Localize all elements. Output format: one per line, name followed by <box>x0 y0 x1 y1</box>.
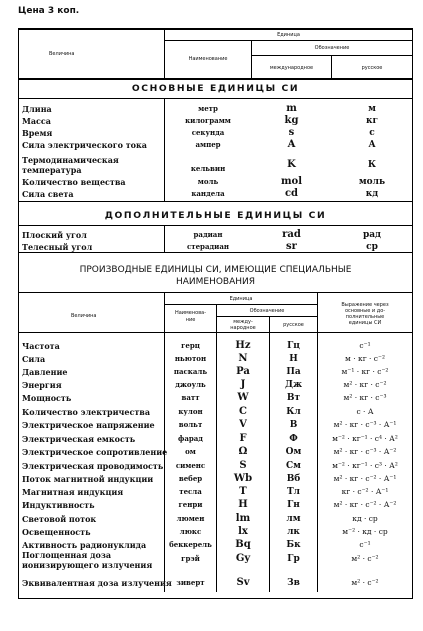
derived-header-designation: Обозначение <box>249 308 285 314</box>
derived-row-rus: Вб <box>286 474 301 484</box>
derived-row-name: ом <box>185 447 196 456</box>
derived-header-rule-2 <box>216 316 317 317</box>
base-row-name: килограмм <box>185 116 231 125</box>
derived-row-intl: S <box>239 460 247 471</box>
base-row-rus: кг <box>365 116 378 126</box>
header-bottom-rule <box>19 78 412 80</box>
derived-row-intl: J <box>240 379 246 390</box>
supp-row-name: стерадиан <box>187 242 229 251</box>
derived-header-name-2: ние <box>185 317 196 323</box>
derived-row-rus: Бк <box>286 540 301 550</box>
derived-header-intl-1: между- <box>233 319 253 325</box>
derived-row-expr: м² · кг · с⁻³ · А⁻¹ <box>333 420 397 429</box>
base-row-intl: A <box>287 139 296 150</box>
derived-row-expr: м² · кг · с⁻³ · А⁻² <box>333 447 397 456</box>
derived-row-quantity: Магнитная индукция <box>22 487 124 497</box>
derived-row-expr: с⁻¹ <box>359 540 371 549</box>
derived-row-quantity: Световой поток <box>22 514 97 524</box>
derived-row-rus: Тл <box>286 487 301 497</box>
derived-row-quantity: Давление <box>22 367 68 377</box>
derived-row-intl: Bq <box>235 539 251 550</box>
supp-row-intl: sr <box>286 241 297 252</box>
derived-row-expr: м² · кг · с⁻² · А⁻² <box>333 500 397 509</box>
header-international: международное <box>269 65 314 71</box>
derived-row-expr: м⁻² · кд · ср <box>342 527 388 536</box>
base-title-rule <box>19 98 412 99</box>
derived-row-intl: Sv <box>236 577 250 588</box>
base-row-intl: K <box>287 159 296 170</box>
base-col-divider <box>164 98 165 201</box>
derived-row-quantity: Поток магнитной индукции <box>22 474 154 484</box>
supp-row-rus: рад <box>362 230 382 240</box>
supp-title-rule <box>19 225 412 226</box>
derived-row-expr: м² · кг · с⁻³ <box>343 393 387 402</box>
derived-header-top-rule <box>19 292 412 293</box>
derived-row-rus: Па <box>286 367 301 377</box>
base-row-intl: cd <box>284 188 299 199</box>
base-row-quantity: Количество вещества <box>22 177 126 187</box>
price-label: Цена 3 коп. <box>18 6 80 16</box>
derived-row-intl: C <box>239 406 247 417</box>
derived-row-rus: Ф <box>289 434 298 444</box>
derived-row-intl: lx <box>238 526 248 537</box>
derived-header-russian: русское <box>283 322 304 328</box>
header-designation: Обозначение <box>314 45 350 51</box>
base-row-quantity: Сила света <box>22 189 74 199</box>
base-row-intl: kg <box>284 115 299 126</box>
base-row-name: кандела <box>191 189 225 198</box>
derived-row-name: люкс <box>179 527 202 536</box>
derived-row-expr: с⁻¹ <box>359 341 371 350</box>
si-units-table <box>18 28 413 599</box>
base-row-rus: моль <box>358 177 386 187</box>
derived-row-name: джоуль <box>175 380 206 389</box>
derived-row-name: вольт <box>178 420 203 429</box>
derived-row-expr: м² · кг · с⁻² <box>343 380 387 389</box>
derived-header-expr-1: Выражение через <box>341 302 389 308</box>
derived-row-rus: Зв <box>287 578 300 588</box>
derived-row-expr: м⁻² · кг⁻¹ · с³ · А² <box>332 461 398 470</box>
derived-row-intl: Ω <box>238 446 248 457</box>
base-row-rus: А <box>368 140 376 150</box>
base-row-name: кельвин <box>190 164 226 173</box>
derived-row-quantity: Электрическая проводимость <box>22 461 164 471</box>
base-row-quantity: Термодинамическая температура <box>22 155 119 175</box>
base-row-name: секунда <box>191 128 225 137</box>
base-row-quantity: Время <box>22 128 53 138</box>
derived-header-expr-4: единицы СИ <box>348 320 382 326</box>
base-row-rus: м <box>368 104 376 114</box>
derived-row-quantity: Количество электричества <box>22 407 151 417</box>
table-top-rule <box>19 28 412 30</box>
derived-row-expr: м² · с⁻² <box>351 554 379 563</box>
derived-row-name: грэй <box>181 554 200 563</box>
base-row-intl: m <box>286 103 297 114</box>
derived-row-quantity: Эквивалентная доза излучения <box>22 578 172 588</box>
derived-row-quantity: Частота <box>22 341 60 351</box>
derived-row-expr: м · кг · с⁻² <box>345 354 385 363</box>
derived-row-name: генри <box>178 500 203 509</box>
base-row-intl: s <box>288 127 295 138</box>
derived-row-intl: Hz <box>235 340 251 351</box>
derived-row-intl: N <box>238 353 248 364</box>
derived-row-quantity: Мощность <box>22 393 72 403</box>
derived-row-intl: W <box>237 392 249 403</box>
derived-row-rus: Гц <box>287 341 300 351</box>
derived-row-intl: F <box>239 433 247 444</box>
derived-row-expr: м² · кг · с⁻² · А⁻¹ <box>333 474 397 483</box>
header-quantity: Величина <box>49 51 75 57</box>
derived-units-title-line1: ПРОИЗВОДНЫЕ ЕДИНИЦЫ СИ, ИМЕЮЩИЕ СПЕЦИАЛЬНЫЕ <box>79 265 352 275</box>
derived-row-quantity: Активность радионуклида <box>22 540 147 550</box>
derived-row-expr: кд · ср <box>352 514 378 523</box>
supp-row-name: радиан <box>193 230 223 239</box>
derived-row-name: ньютон <box>174 354 207 363</box>
supp-units-title: ДОПОЛНИТЕЛЬНЫЕ ЕДИНИЦЫ СИ <box>104 210 327 221</box>
derived-row-intl: Wb <box>233 473 253 484</box>
supp-bottom-rule <box>19 252 412 253</box>
derived-row-name: кулон <box>178 407 203 416</box>
derived-row-name: беккерель <box>169 540 212 549</box>
derived-row-quantity: Электрическое напряжение <box>22 420 155 430</box>
derived-row-name: сименс <box>175 461 206 470</box>
derived-header-intl-2: народное <box>230 325 256 331</box>
derived-row-quantity: Электрическое сопротивление <box>22 447 168 457</box>
derived-row-name: фарад <box>178 434 203 443</box>
derived-row-quantity: Энергия <box>22 380 62 390</box>
derived-row-rus: лк <box>287 527 300 537</box>
supp-row-rus: ср <box>366 242 378 252</box>
derived-row-name: зиверт <box>176 578 205 587</box>
derived-header-expr-3: полнительные <box>345 314 385 320</box>
header-rule-1 <box>164 40 412 41</box>
derived-row-intl: lm <box>235 513 251 524</box>
base-row-name: метр <box>198 104 218 113</box>
derived-row-quantity: Освещенность <box>22 527 91 537</box>
derived-row-rus: Кл <box>286 407 301 417</box>
derived-header-name-1: Наименова- <box>174 310 207 316</box>
derived-row-rus: Вт <box>286 393 301 403</box>
derived-row-rus: лм <box>286 514 301 524</box>
derived-row-quantity: Поглощенная доза ионизирующего излучения <box>22 550 153 570</box>
derived-row-expr: м² · с⁻² <box>351 578 379 587</box>
derived-units-title-line2: НАИМЕНОВАНИЯ <box>175 277 256 287</box>
derived-row-expr: с · А <box>356 407 374 416</box>
base-row-intl: mol <box>280 176 303 187</box>
derived-row-quantity: Электрическая емкость <box>22 434 136 444</box>
derived-row-intl: V <box>239 419 247 430</box>
derived-row-intl: H <box>238 499 248 510</box>
derived-row-intl: T <box>239 486 247 497</box>
derived-row-rus: См <box>286 461 301 471</box>
base-row-rus: кд <box>365 189 379 199</box>
derived-row-name: герц <box>181 341 200 350</box>
base-row-quantity: Сила электрического тока <box>22 140 147 150</box>
derived-row-intl: Gy <box>235 553 251 564</box>
derived-row-quantity: Сила <box>22 354 46 364</box>
base-row-quantity: Масса <box>22 116 51 126</box>
derived-row-rus: В <box>289 420 298 430</box>
header-russian: русское <box>361 65 383 71</box>
derived-header-bottom-rule <box>19 332 412 333</box>
derived-row-name: люмен <box>176 514 205 523</box>
derived-row-name: вебер <box>178 474 203 483</box>
derived-row-quantity: Индуктивность <box>22 500 95 510</box>
derived-row-expr: м⁻² · кг⁻¹ · с⁴ · А² <box>332 434 398 443</box>
header-name: Наименование <box>188 56 228 62</box>
base-units-title: ОСНОВНЫЕ ЕДИНИЦЫ СИ <box>131 83 300 94</box>
header-unit: Единица <box>277 32 300 38</box>
derived-row-expr: кг · с⁻² · А⁻¹ <box>341 487 389 496</box>
base-row-rus: с <box>369 128 375 138</box>
supp-row-quantity: Телесный угол <box>22 242 93 252</box>
supp-top-rule <box>19 201 412 202</box>
derived-header-unit: Единица <box>229 296 253 302</box>
derived-header-expr-2: основные и до- <box>344 308 386 314</box>
derived-row-rus: Н <box>289 354 298 364</box>
base-row-rus: К <box>367 160 377 170</box>
base-row-quantity: Длина <box>22 104 52 114</box>
derived-row-name: ватт <box>181 393 200 402</box>
derived-row-rus: Гр <box>287 554 300 564</box>
derived-row-intl: Pa <box>236 366 250 377</box>
derived-row-rus: Гн <box>287 500 300 510</box>
derived-row-name: тесла <box>179 487 202 496</box>
derived-row-rus: Дж <box>284 380 303 390</box>
base-row-name: ампер <box>195 140 221 149</box>
supp-row-quantity: Плоский угол <box>22 230 87 240</box>
supp-row-intl: rad <box>282 229 301 240</box>
derived-header-quantity: Величина <box>71 313 97 319</box>
derived-header-rule-1 <box>164 304 317 305</box>
derived-row-name: паскаль <box>173 367 208 376</box>
derived-row-rus: Ом <box>285 447 302 457</box>
base-row-name: моль <box>197 177 219 186</box>
derived-row-expr: м⁻¹ · кг · с⁻² <box>341 367 389 376</box>
